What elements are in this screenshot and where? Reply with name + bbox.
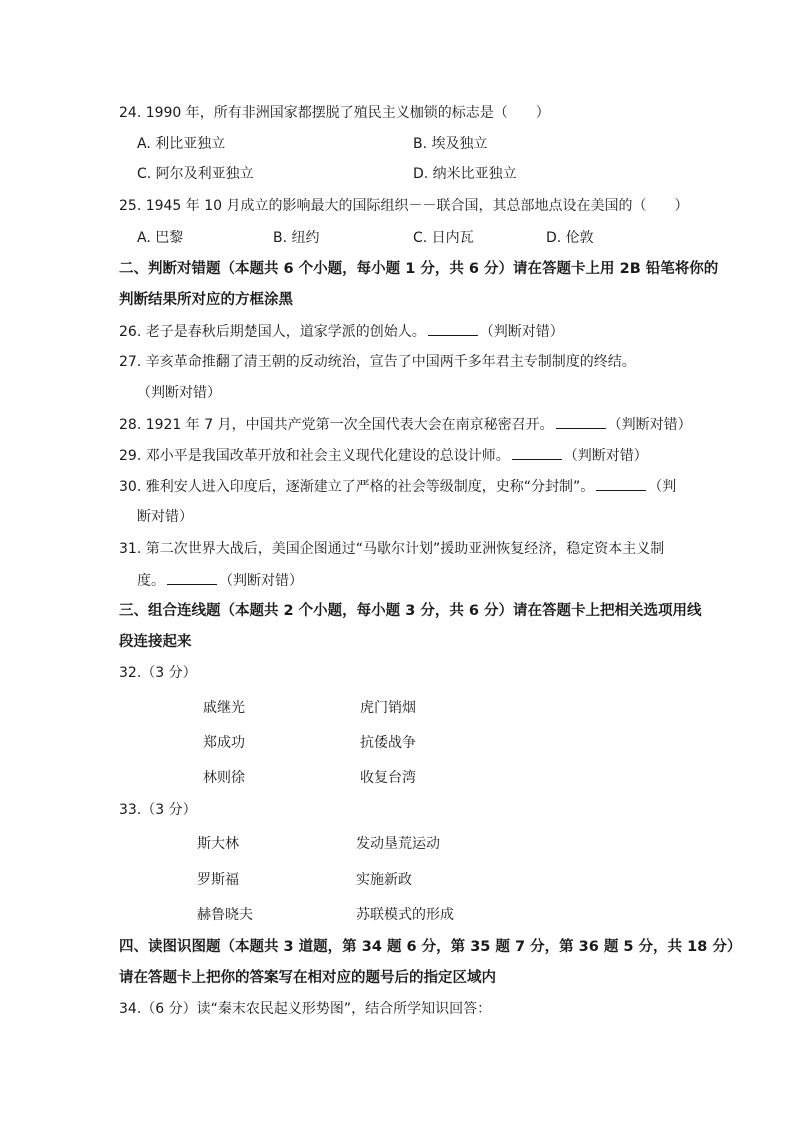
q33-right-item[interactable]: 苏联模式的形成 (356, 907, 454, 923)
q30-line1 (119, 476, 676, 497)
q27-line1: 27. 辛亥革命推翻了清王朝的反动统治，宣告了中国两千多年君主专制制度的终结。 (119, 354, 636, 370)
q24-option-a: A. 利比亚独立 (137, 136, 226, 152)
q28 (119, 414, 692, 435)
q29-answer-blank[interactable] (512, 445, 562, 460)
q31-line2 (137, 570, 303, 591)
q31-tail: （判断对错） (219, 573, 303, 589)
q24-option-d: D. 纳米比亚独立 (413, 166, 517, 182)
q32-left-item[interactable]: 戚继光 (203, 700, 245, 716)
q33-right-item[interactable]: 实施新政 (356, 872, 412, 888)
q29 (119, 445, 648, 466)
q29-text: 29. 邓小平是我国改革开放和社会主义现代化建设的总设计师。 (119, 448, 510, 464)
q26-text: 26. 老子是春秋后期楚国人，道家学派的创始人。 (119, 324, 426, 340)
q30-text: 30. 雅利安人进入印度后，逐渐建立了严格的社会等级制度，史称“分封制”。 (119, 479, 595, 495)
q24-stem: 24. 1990 年，所有非洲国家都摆脱了殖民主义枷锁的标志是（ ） (119, 105, 550, 121)
q25-option-d: D. 伦敦 (546, 230, 594, 246)
q33-stem: 33.（3 分） (119, 802, 197, 818)
q31-line1: 31. 第二次世界大战后，美国企图通过“马歇尔计划”援助亚洲恢复经济，稳定资本主义制 (119, 541, 665, 557)
q25-option-b: B. 纽约 (273, 230, 320, 246)
q25-option-a: A. 巴黎 (137, 230, 184, 246)
section4-heading-line2: 请在答题卡上把你的答案写在相对应的题号后的指定区域内 (119, 970, 496, 986)
q28-answer-blank[interactable] (556, 414, 606, 429)
section4-heading-line1: 四、读图识图题（本题共 3 道题，第 34 题 6 分，第 35 题 7 分，第 36 题 5 分，共 18 分） (119, 939, 742, 955)
q26 (119, 321, 564, 342)
q25-option-c: C. 日内瓦 (413, 230, 474, 246)
section3-heading-line1: 三、组合连线题（本题共 2 个小题，每小题 3 分，共 6 分）请在答题卡上把相关选项用线 (119, 603, 702, 619)
section2-heading-line2: 判断结果所对应的方框涂黑 (119, 292, 293, 308)
q34-stem: 34.（6 分）读“秦末农民起义形势图”，结合所学知识回答： (119, 1001, 492, 1017)
q32-left-item[interactable]: 林则徐 (203, 770, 245, 786)
q31-text-end: 度。 (137, 573, 165, 589)
q32-left-item[interactable]: 郑成功 (203, 735, 245, 751)
q24-option-c: C. 阿尔及利亚独立 (137, 166, 254, 182)
q32-right-item[interactable]: 虎门销烟 (360, 700, 416, 716)
q26-tail: （判断对错） (479, 324, 564, 340)
q25-stem: 25. 1945 年 10 月成立的影响最大的国际组织－－联合国，其总部地点设在美国的（ ） (119, 198, 689, 214)
q26-answer-blank[interactable] (428, 321, 478, 336)
q27-line2: （判断对错） (137, 385, 221, 401)
q24-option-b: B. 埃及独立 (413, 136, 488, 152)
q28-text: 28. 1921 年 7 月，中国共产党第一次全国代表大会在南京秘密召开。 (119, 417, 554, 433)
q29-tail: （判断对错） (563, 448, 648, 464)
q33-left-item[interactable]: 赫鲁晓夫 (197, 907, 253, 923)
q33-left-item[interactable]: 斯大林 (197, 836, 239, 852)
q32-stem: 32.（3 分） (119, 665, 197, 681)
q32-right-item[interactable]: 抗倭战争 (360, 735, 416, 751)
q33-right-item[interactable]: 发动垦荒运动 (356, 836, 440, 852)
q28-tail: （判断对错） (607, 417, 692, 433)
q30-tail: （判 (648, 479, 677, 495)
q32-right-item[interactable]: 收复台湾 (360, 770, 416, 786)
section3-heading-line2: 段连接起来 (119, 634, 192, 650)
q33-left-item[interactable]: 罗斯福 (197, 872, 239, 888)
q31-answer-blank[interactable] (167, 570, 217, 585)
q30-answer-blank[interactable] (596, 476, 646, 491)
section2-heading-line1: 二、判断对错题（本题共 6 个小题，每小题 1 分，共 6 分）请在答题卡上用 2B 铅笔将你的 (119, 261, 719, 277)
q30-line2: 断对错） (137, 509, 193, 525)
